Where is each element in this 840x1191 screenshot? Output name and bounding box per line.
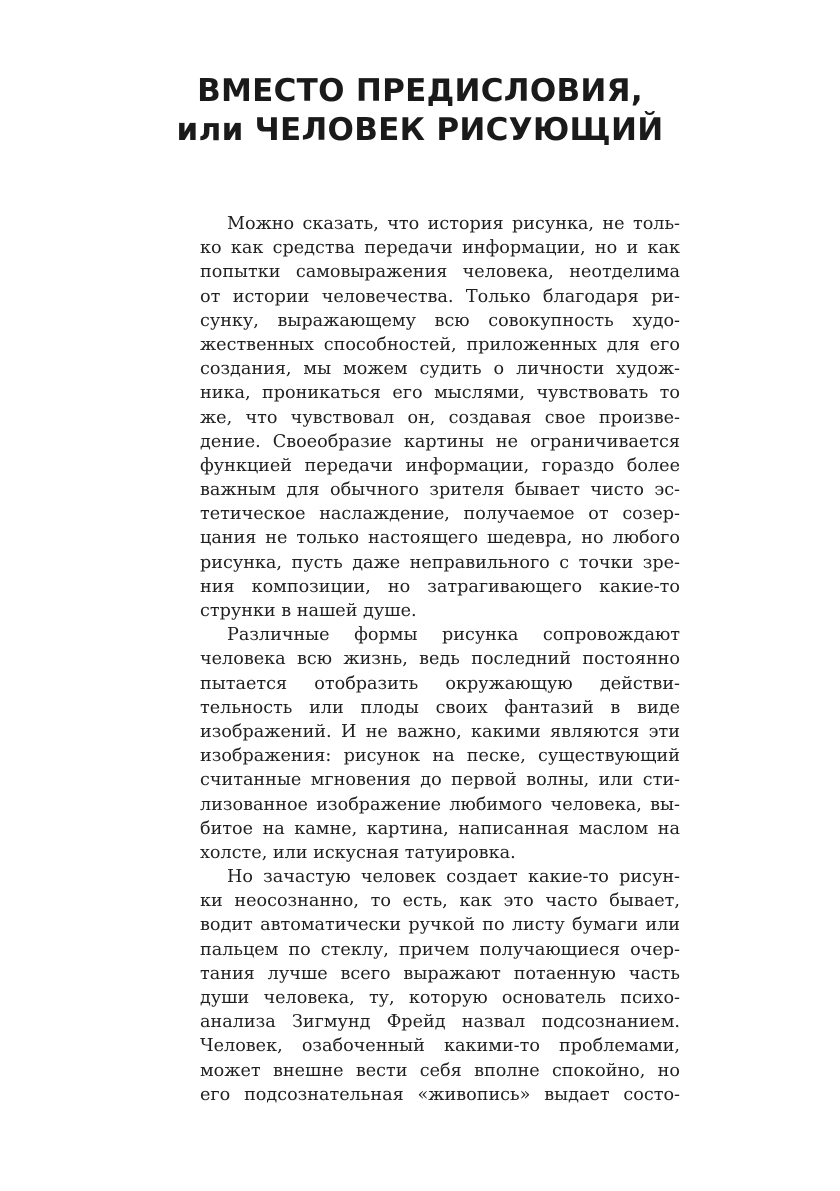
text-line: изображений. И не важно, какими являются эти — [200, 721, 680, 742]
text-line: сунку, выражающему всю совокупность худо- — [200, 310, 680, 331]
text-line: человека всю жизнь, ведь последний постоянно — [200, 649, 680, 670]
chapter-title-line-1: ВМЕСТО ПРЕДИСЛОВИЯ, — [197, 73, 643, 109]
paragraph-1 — [200, 212, 680, 623]
text-line: холсте, или искусная татуировка. — [200, 842, 516, 863]
text-line: битое на камне, картина, написанная маслом на — [200, 818, 680, 839]
text-line: дение. Своеобразие картины не ограничивается — [200, 431, 680, 452]
text-line: тельность или плоды своих фантазий в виде — [200, 697, 680, 718]
text-line: важным для обычного зрителя бывает чисто эс- — [200, 480, 680, 501]
text-line: Человек, озабоченный какими-то проблемами, — [200, 1036, 680, 1057]
text-line: пальцем по стеклу, причем получающиеся очер- — [200, 939, 680, 960]
text-line: считанные мгновения до первой волны, или сти- — [200, 770, 680, 791]
text-line: жественных способностей, приложенных для его — [200, 334, 680, 355]
text-line: Но зачастую человек создает какие-то рисун- — [227, 867, 680, 888]
chapter-title-line-2: или ЧЕЛОВЕК РИСУЮЩИЙ — [176, 112, 664, 148]
text-line: функцией передачи информации, гораздо более — [200, 455, 680, 476]
text-line: ника, проникаться его мыслями, чувствовать то — [200, 383, 680, 404]
paragraph-3 — [200, 865, 680, 1107]
text-line: тания лучше всего выражают потаенную часть — [200, 963, 680, 984]
text-line: лизованное изображение любимого человека, вы- — [200, 794, 680, 815]
text-line: души человека, ту, которую основатель психо- — [200, 988, 680, 1008]
text-line: изображения: рисунок на песке, существующий — [200, 746, 680, 767]
text-line: может внешне вести себя вполне спокойно, но — [200, 1060, 680, 1081]
text-line: Различные формы рисунка сопровождают — [227, 625, 680, 646]
text-line: создания, мы можем судить о личности худож- — [200, 359, 680, 380]
text-line: анализа Зигмунд Фрейд назвал подсознанием. — [200, 1012, 680, 1033]
text-line: Можно сказать, что история рисунка, не толь- — [227, 214, 680, 234]
text-line: водит автоматически ручкой по листу бумаги или — [200, 915, 680, 936]
body-text — [200, 212, 680, 1107]
chapter-title — [0, 72, 840, 150]
text-line: его подсознательная «живопись» выдает состо- — [200, 1084, 680, 1105]
text-line: пытается отобразить окружающую действи- — [200, 673, 680, 694]
text-line: рисунка, пусть даже неправильного с точки зре- — [200, 552, 680, 573]
text-line: ко как средства передачи информации, но и как — [200, 238, 680, 259]
text-line: струнки в нашей душе. — [200, 601, 417, 621]
text-line: попытки самовыражения человека, неотделима — [200, 262, 680, 283]
text-line: от истории человечества. Только благодаря ри- — [200, 286, 680, 307]
text-line: ния композиции, но затрагивающего какие-то — [200, 576, 680, 597]
paragraph-2 — [200, 623, 680, 865]
text-line: же, что чувствовал он, создавая свое произве- — [200, 407, 680, 428]
text-line: ки неосознанно, то есть, как это часто бывает, — [200, 891, 680, 912]
text-line: тетическое наслаждение, получаемое от созер- — [200, 504, 680, 525]
text-line: цания не только настоящего шедевра, но любого — [200, 528, 680, 549]
